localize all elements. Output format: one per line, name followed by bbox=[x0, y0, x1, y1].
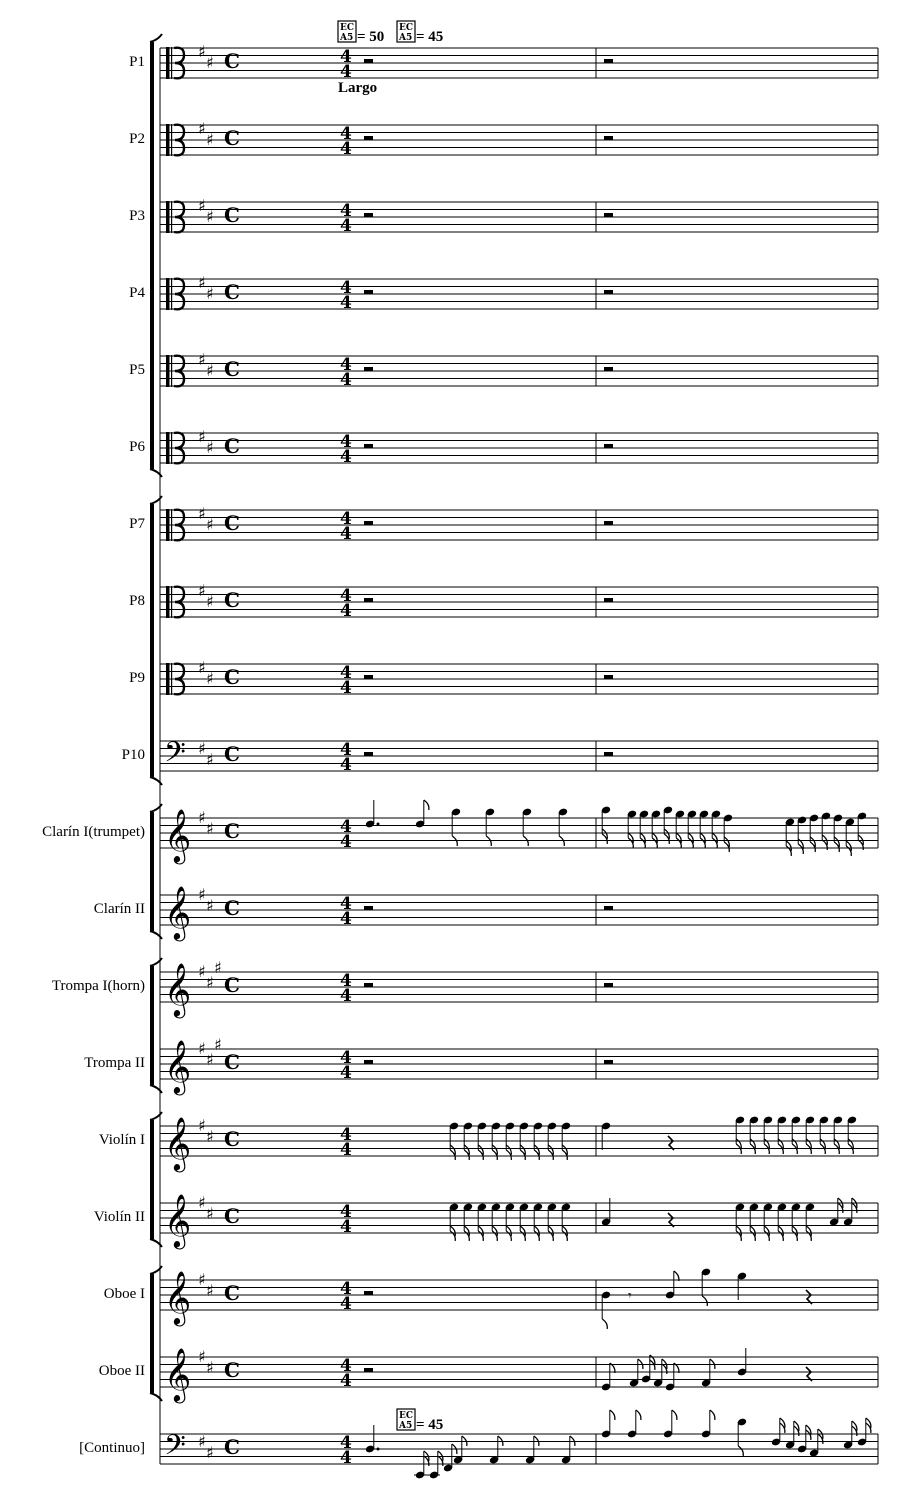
common-time-icon: C bbox=[224, 1127, 240, 1151]
sharp-icon: ♯ bbox=[198, 1432, 206, 1451]
quarter-rest bbox=[668, 1136, 674, 1150]
whole-rest bbox=[364, 444, 373, 448]
dot bbox=[377, 1448, 380, 1451]
staff-name: P3 bbox=[129, 208, 145, 224]
time-sig-denominator: 4 bbox=[340, 1294, 352, 1314]
common-time-icon: C bbox=[224, 1281, 240, 1305]
flag bbox=[424, 800, 429, 810]
quarter-rest bbox=[806, 1367, 812, 1381]
time-sig-denominator: 4 bbox=[340, 216, 352, 236]
sharp-icon: ♯ bbox=[206, 130, 214, 149]
time-sig-numerator: 4 bbox=[340, 509, 352, 529]
time-sig-denominator: 4 bbox=[340, 678, 352, 698]
treble-clef-icon: 𝄞 bbox=[164, 1270, 192, 1324]
treble-clef-icon: 𝄞 bbox=[164, 1039, 192, 1093]
note bbox=[443, 1444, 457, 1472]
flag bbox=[672, 1410, 677, 1420]
whole-rest bbox=[604, 367, 613, 371]
staff bbox=[104, 1270, 878, 1326]
time-sig-numerator: 4 bbox=[340, 1356, 352, 1376]
time-sig-numerator: 4 bbox=[340, 1202, 352, 1222]
sharp-icon: ♯ bbox=[198, 581, 206, 600]
whole-rest bbox=[364, 598, 373, 602]
common-time-icon: C bbox=[224, 511, 240, 535]
common-time-icon: C bbox=[224, 665, 240, 689]
common-time-icon: C bbox=[224, 434, 240, 458]
treble-clef-icon: 𝄞 bbox=[164, 962, 192, 1016]
whole-rest bbox=[364, 367, 373, 371]
common-time-icon: C bbox=[224, 49, 240, 73]
note bbox=[477, 1203, 487, 1241]
clef-bar bbox=[171, 663, 172, 695]
staff bbox=[79, 1429, 878, 1469]
metronome-box-text: EC bbox=[399, 1411, 414, 1421]
staff bbox=[129, 350, 878, 390]
staff-name: Trompa II bbox=[84, 1055, 145, 1071]
time-sig-numerator: 4 bbox=[340, 894, 352, 914]
note bbox=[785, 818, 795, 856]
sharp-icon: ♯ bbox=[198, 885, 206, 904]
common-time-icon: C bbox=[224, 1204, 240, 1228]
note bbox=[735, 1203, 745, 1241]
note bbox=[845, 818, 855, 856]
common-time-icon: C bbox=[224, 280, 240, 304]
time-sig-numerator: 4 bbox=[340, 432, 352, 452]
note bbox=[829, 1198, 843, 1226]
whole-rest bbox=[604, 136, 613, 140]
staff-name: P7 bbox=[129, 516, 145, 532]
bracket bbox=[150, 1274, 154, 1393]
whole-rest bbox=[604, 59, 613, 63]
bass-clef-icon: 𝄢 bbox=[164, 1429, 186, 1469]
flag bbox=[610, 1410, 615, 1420]
eighth-rest: 𝄾 bbox=[628, 1288, 632, 1304]
note bbox=[601, 1198, 611, 1226]
note bbox=[365, 1425, 380, 1453]
sharp-icon: ♯ bbox=[206, 1050, 214, 1069]
time-sig-denominator: 4 bbox=[340, 524, 352, 544]
clef-bar bbox=[166, 663, 170, 695]
bracket-hook bbox=[150, 34, 162, 42]
time-sig-numerator: 4 bbox=[340, 47, 352, 67]
sharp-icon: ♯ bbox=[198, 658, 206, 677]
sharp-icon: ♯ bbox=[198, 808, 206, 827]
staff-name: Oboe I bbox=[103, 1286, 145, 1302]
note bbox=[785, 1421, 799, 1449]
note bbox=[737, 1348, 747, 1376]
whole-rest bbox=[364, 675, 373, 679]
sharp-icon: ♯ bbox=[206, 1127, 214, 1146]
tempo-mark-2: = 45 bbox=[416, 29, 444, 45]
whole-rest bbox=[604, 290, 613, 294]
staff-name: P1 bbox=[129, 54, 145, 70]
treble-clef-icon: 𝄞 bbox=[164, 808, 192, 862]
staff bbox=[129, 119, 878, 159]
sharp-icon: ♯ bbox=[198, 42, 206, 61]
clef-bar bbox=[171, 509, 172, 541]
note bbox=[639, 810, 649, 848]
sharp-icon: ♯ bbox=[206, 284, 214, 303]
quarter-rest bbox=[668, 1213, 674, 1227]
note bbox=[601, 806, 611, 844]
sharp-icon: ♯ bbox=[198, 273, 206, 292]
sharp-icon: ♯ bbox=[198, 1347, 206, 1366]
note bbox=[629, 1359, 643, 1387]
sharp-icon: ♯ bbox=[198, 739, 206, 758]
note bbox=[547, 1203, 557, 1241]
whole-rest bbox=[364, 1060, 373, 1064]
sharp-icon: ♯ bbox=[198, 1039, 206, 1058]
note bbox=[749, 1203, 759, 1241]
clef-bar bbox=[166, 47, 170, 79]
sharp-icon: ♯ bbox=[198, 1270, 206, 1289]
note bbox=[561, 1436, 575, 1464]
clef-bar bbox=[166, 586, 170, 618]
bracket bbox=[150, 966, 154, 1085]
flag bbox=[602, 1319, 607, 1329]
clef-bar bbox=[171, 47, 172, 79]
note bbox=[701, 1359, 715, 1387]
staff-name: P9 bbox=[129, 670, 145, 686]
bracket bbox=[150, 812, 154, 931]
note bbox=[821, 812, 831, 850]
staff bbox=[129, 196, 878, 236]
sharp-icon: ♯ bbox=[206, 669, 214, 688]
sharp-icon: ♯ bbox=[198, 1193, 206, 1212]
note bbox=[701, 1268, 711, 1306]
flag bbox=[702, 1296, 707, 1306]
clef-bar bbox=[171, 124, 172, 156]
sharp-icon: ♯ bbox=[206, 361, 214, 380]
whole-rest bbox=[604, 444, 613, 448]
continuo-tempo bbox=[397, 1409, 443, 1433]
treble-clef-icon: 𝄞 bbox=[164, 1347, 192, 1401]
sharp-icon: ♯ bbox=[198, 504, 206, 523]
whole-rest bbox=[364, 213, 373, 217]
bracket bbox=[150, 1120, 154, 1239]
clef-bar bbox=[166, 432, 170, 464]
treble-clef-icon: 𝄞 bbox=[164, 1116, 192, 1170]
sharp-icon: ♯ bbox=[206, 207, 214, 226]
time-sig-numerator: 4 bbox=[340, 1048, 352, 1068]
whole-rest bbox=[364, 906, 373, 910]
whole-rest bbox=[364, 290, 373, 294]
treble-clef-icon: 𝄞 bbox=[164, 885, 192, 939]
staff bbox=[129, 581, 878, 621]
flag bbox=[534, 1436, 539, 1446]
whole-rest bbox=[364, 983, 373, 987]
staff-name: Violín I bbox=[98, 1132, 145, 1148]
whole-rest bbox=[364, 521, 373, 525]
time-sig-denominator: 4 bbox=[340, 986, 352, 1006]
time-sig-numerator: 4 bbox=[340, 586, 352, 606]
whole-rest bbox=[364, 1368, 373, 1372]
time-sig-denominator: 4 bbox=[340, 601, 352, 621]
clef-bar bbox=[166, 509, 170, 541]
clef-bar bbox=[171, 355, 172, 387]
note bbox=[491, 1203, 501, 1241]
notes-layer bbox=[365, 800, 871, 1479]
sharp-icon: ♯ bbox=[198, 119, 206, 138]
note bbox=[843, 1198, 857, 1226]
staves bbox=[42, 42, 878, 1469]
tempo-mark-1: = 50 bbox=[357, 29, 385, 45]
note bbox=[771, 1418, 785, 1446]
flag bbox=[486, 836, 491, 846]
time-sig-denominator: 4 bbox=[340, 832, 352, 852]
common-time-icon: C bbox=[224, 1050, 240, 1074]
sharp-icon: ♯ bbox=[214, 1035, 222, 1054]
time-sig-denominator: 4 bbox=[340, 370, 352, 390]
metronome-box-text: A5 bbox=[399, 33, 413, 43]
flag bbox=[710, 1410, 715, 1420]
clef-bar bbox=[171, 278, 172, 310]
note bbox=[699, 810, 709, 848]
sharp-icon: ♯ bbox=[198, 427, 206, 446]
staff bbox=[129, 427, 878, 467]
note bbox=[777, 1203, 787, 1241]
staff-name: P6 bbox=[129, 439, 145, 455]
tempo-header bbox=[338, 21, 443, 96]
tempo-word: Largo bbox=[338, 80, 378, 96]
time-sig-numerator: 4 bbox=[340, 355, 352, 375]
time-sig-denominator: 4 bbox=[340, 1448, 352, 1468]
time-sig-denominator: 4 bbox=[340, 1140, 352, 1160]
staff-name: P2 bbox=[129, 131, 145, 147]
flag bbox=[710, 1359, 715, 1369]
sharp-icon: ♯ bbox=[206, 1358, 214, 1377]
staff bbox=[94, 885, 878, 941]
note bbox=[737, 1272, 747, 1300]
note bbox=[519, 1203, 529, 1241]
quarter-rest bbox=[806, 1290, 812, 1304]
staff-name: Clarín II bbox=[93, 901, 145, 917]
time-sig-denominator: 4 bbox=[340, 1217, 352, 1237]
metronome-box-text: A5 bbox=[399, 1421, 413, 1431]
time-sig-numerator: 4 bbox=[340, 1279, 352, 1299]
sharp-icon: ♯ bbox=[206, 1281, 214, 1300]
note bbox=[857, 812, 867, 850]
flag bbox=[674, 1271, 679, 1281]
staff-name: P5 bbox=[129, 362, 145, 378]
note bbox=[857, 1418, 871, 1446]
note bbox=[791, 1203, 801, 1241]
whole-rest bbox=[604, 598, 613, 602]
note bbox=[805, 1203, 815, 1241]
note bbox=[601, 1122, 611, 1150]
staff bbox=[129, 658, 878, 698]
staff bbox=[42, 808, 878, 864]
whole-rest bbox=[604, 983, 613, 987]
staff-name: Oboe II bbox=[98, 1363, 145, 1379]
dot bbox=[377, 823, 380, 826]
time-sig-numerator: 4 bbox=[340, 201, 352, 221]
staff-name: Trompa I(horn) bbox=[51, 978, 145, 994]
bracket bbox=[150, 42, 154, 469]
whole-rest bbox=[364, 59, 373, 63]
sharp-icon: ♯ bbox=[198, 962, 206, 981]
time-sig-denominator: 4 bbox=[340, 1371, 352, 1391]
note bbox=[675, 810, 685, 848]
sharp-icon: ♯ bbox=[206, 750, 214, 769]
time-sig-denominator: 4 bbox=[340, 1063, 352, 1083]
note bbox=[711, 810, 721, 848]
sharp-icon: ♯ bbox=[206, 1443, 214, 1462]
clef-bar bbox=[166, 355, 170, 387]
common-time-icon: C bbox=[224, 1358, 240, 1382]
staff bbox=[129, 273, 878, 313]
bass-clef-icon: 𝄢 bbox=[164, 736, 186, 776]
flag bbox=[523, 836, 528, 846]
time-sig-numerator: 4 bbox=[340, 663, 352, 683]
time-sig-numerator: 4 bbox=[340, 124, 352, 144]
time-sig-numerator: 4 bbox=[340, 1125, 352, 1145]
clef-bar bbox=[166, 201, 170, 233]
note bbox=[533, 1203, 543, 1241]
sharp-icon: ♯ bbox=[206, 592, 214, 611]
time-sig-numerator: 4 bbox=[340, 278, 352, 298]
clef-bar bbox=[171, 201, 172, 233]
clef-bar bbox=[171, 586, 172, 618]
whole-rest bbox=[364, 1291, 373, 1295]
note bbox=[737, 1418, 747, 1456]
sharp-icon: ♯ bbox=[206, 53, 214, 72]
common-time-icon: C bbox=[224, 203, 240, 227]
flag bbox=[462, 1436, 467, 1446]
note bbox=[365, 800, 380, 828]
note bbox=[561, 1203, 571, 1241]
staff bbox=[84, 1035, 878, 1095]
staff-name: Clarín I(trumpet) bbox=[42, 824, 145, 840]
time-sig-denominator: 4 bbox=[340, 62, 352, 82]
time-sig-numerator: 4 bbox=[340, 817, 352, 837]
whole-rest bbox=[604, 1060, 613, 1064]
sharp-icon: ♯ bbox=[206, 1204, 214, 1223]
common-time-icon: C bbox=[224, 973, 240, 997]
staff bbox=[99, 1116, 878, 1172]
staff bbox=[99, 1347, 878, 1403]
whole-rest bbox=[604, 906, 613, 910]
time-sig-denominator: 4 bbox=[340, 909, 352, 929]
time-sig-denominator: 4 bbox=[340, 755, 352, 775]
whole-rest bbox=[604, 752, 613, 756]
common-time-icon: C bbox=[224, 588, 240, 612]
note bbox=[453, 1436, 467, 1464]
clef-bar bbox=[166, 124, 170, 156]
flag bbox=[638, 1359, 643, 1369]
common-time-icon: C bbox=[224, 357, 240, 381]
whole-rest bbox=[364, 136, 373, 140]
staff bbox=[129, 504, 878, 544]
flag bbox=[570, 1436, 575, 1446]
sharp-icon: ♯ bbox=[206, 819, 214, 838]
note bbox=[463, 1203, 473, 1241]
continuo-tempo-mark: = 45 bbox=[416, 1417, 444, 1433]
sharp-icon: ♯ bbox=[206, 896, 214, 915]
sharp-icon: ♯ bbox=[206, 438, 214, 457]
note bbox=[763, 1203, 773, 1241]
clef-bar bbox=[166, 278, 170, 310]
whole-rest bbox=[604, 521, 613, 525]
note bbox=[525, 1436, 539, 1464]
metronome-box-text: A5 bbox=[340, 33, 354, 43]
metronome-box-text: EC bbox=[399, 23, 414, 33]
time-sig-numerator: 4 bbox=[340, 1433, 352, 1453]
common-time-icon: C bbox=[224, 126, 240, 150]
staff-name: P8 bbox=[129, 593, 145, 609]
staff-name: P4 bbox=[129, 285, 145, 301]
bracket bbox=[150, 504, 154, 777]
note bbox=[651, 810, 661, 848]
common-time-icon: C bbox=[224, 742, 240, 766]
time-sig-denominator: 4 bbox=[340, 293, 352, 313]
note bbox=[415, 800, 429, 828]
whole-rest bbox=[364, 752, 373, 756]
common-time-icon: C bbox=[224, 1435, 240, 1459]
staff bbox=[122, 736, 878, 776]
treble-clef-icon: 𝄞 bbox=[164, 1193, 192, 1247]
sharp-icon: ♯ bbox=[206, 973, 214, 992]
time-sig-numerator: 4 bbox=[340, 740, 352, 760]
whole-rest bbox=[604, 213, 613, 217]
note bbox=[449, 1203, 459, 1241]
flag bbox=[636, 1410, 641, 1420]
flag bbox=[452, 836, 457, 846]
time-sig-denominator: 4 bbox=[340, 447, 352, 467]
sharp-icon: ♯ bbox=[198, 350, 206, 369]
staff bbox=[129, 42, 878, 82]
clef-bar bbox=[171, 432, 172, 464]
whole-rest bbox=[604, 675, 613, 679]
note bbox=[505, 1203, 515, 1241]
note bbox=[687, 810, 697, 848]
note bbox=[843, 1421, 857, 1449]
note bbox=[663, 806, 673, 844]
sharp-icon: ♯ bbox=[206, 515, 214, 534]
staff bbox=[52, 958, 878, 1018]
sharp-icon: ♯ bbox=[198, 1116, 206, 1135]
flag bbox=[559, 836, 564, 846]
staff-name: [Continuo] bbox=[79, 1440, 145, 1456]
time-sig-denominator: 4 bbox=[340, 139, 352, 159]
note bbox=[489, 1436, 503, 1464]
staff-name: Violín II bbox=[93, 1209, 145, 1225]
note bbox=[627, 810, 637, 848]
flag bbox=[738, 1446, 743, 1456]
time-sig-numerator: 4 bbox=[340, 971, 352, 991]
sharp-icon: ♯ bbox=[198, 196, 206, 215]
staff bbox=[94, 1193, 878, 1249]
metronome-box-text: EC bbox=[340, 23, 355, 33]
common-time-icon: C bbox=[224, 896, 240, 920]
flag bbox=[498, 1436, 503, 1446]
common-time-icon: C bbox=[224, 819, 240, 843]
staff-name: P10 bbox=[121, 747, 145, 763]
sharp-icon: ♯ bbox=[214, 958, 222, 977]
